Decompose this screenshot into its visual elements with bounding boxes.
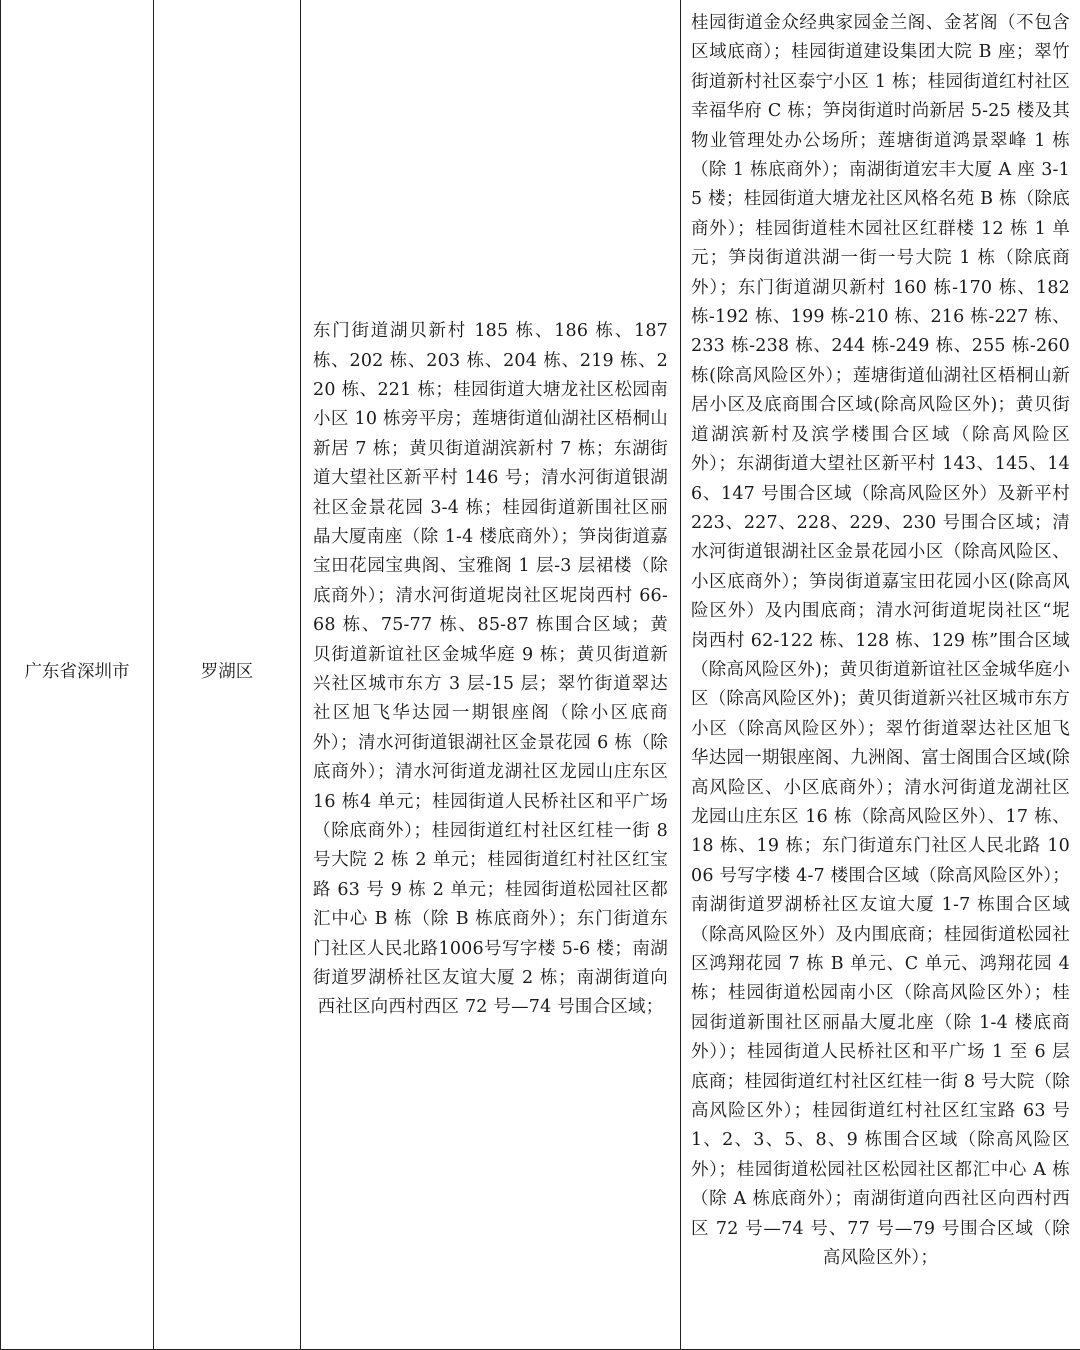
city-cell — [1, 0, 154, 1350]
district-label: 罗湖区 — [201, 662, 254, 682]
table-row — [1, 0, 1080, 1350]
low-risk-areas-text: 桂园街道金众经典家园金兰阁、金茗阁（不包含区域底商）；桂园街道建设集团大院 B 座；翠竹街道新村社区泰宁小区 1 栋；桂园街道红村社区幸福华府 C 栋；笋岗街道时尚新居 5-25 楼及其物业管理处办公场所；莲塘街道鸿景翠峰 1 栋（除 1 栋底商外）；南湖街道宏丰大厦 A 座 3-15 楼；桂园街道大塘龙社区风格名苑 B 栋（除底商外）；桂园街道桂木园社区红群楼 12 栋 1 单元；笋岗街道洪湖一街一号大院 1 栋（除底商外）；东门街道湖贝新村 160 栋-170 栋、182 栋-192 栋、199 栋-210 栋、216 栋-227 栋、233 栋-238 栋、244 栋-249 栋、255 栋-260 栋(除高风险区外）；莲塘街道仙湖社区梧桐山新居小区及底商围合区域(除高风险区外)；黄贝街道湖滨新村及滨学楼围合区域（除高风险区外）；东湖街道大望社区新平村 143、145、146、147 号围合区域（除高风险区外）及新平村 223、227、228、229、230 号围合区域；清水河街道银湖社区金景花园小区（除高风险区、小区底商外）；笋岗街道嘉宝田花园小区(除高风险区外）及内围底商；清水河街道坭岗社区“坭岗西村 62-122 栋、128 栋、129 栋”围合区域（除高风险区外)；黄贝街道新谊社区金城华庭小区（除高风险区外)；黄贝街道新兴社区城市东方小区（除高风险区外）；翠竹街道翠达社区旭飞华达园一期银座阁、九洲阁、富士阁围合区域(除高风险区、小区底商外）；清水河街道龙湖社区龙园山庄东区 16 栋（除高风险区外）、17 栋、18 栋、19 栋；东门街道东门社区人民北路 1006 号写字楼 4-7 楼围合区域（除高风险区外）；南湖街道罗湖桥社区友谊大厦 1-7 栋围合区域（除高风险区外）及内围底商；桂园街道松园社区鸿翔花园 7 栋 B 单元、C 单元、鸿翔花园 4 栋；桂园街道松园南小区（除高风险区外）；桂园街道新围社区丽晶大厦北座（除 1-4 楼底商外））；桂园街道人民桥社区和平广场 1 至 6 层底商；桂园街道红村社区红桂一街 8 号大院（除高风险区外）；桂园街道红村社区红宝路 63 号 1、2、3、5、8、9 栋围合区域（除高风险区外）；桂园街道松园社区松园社区都汇中心 A 栋（除 A 栋底商外）；南湖街道向西社区向西村西区 72 号—74 号、77 号—79 号围合区域（除高风险区外）； — [681, 9, 1080, 1273]
city-label: 广东省深圳市 — [25, 662, 130, 682]
low-risk-cell — [681, 0, 1080, 1350]
district-cell — [154, 0, 301, 1350]
medium-risk-cell — [301, 0, 681, 1350]
medium-risk-areas-text: 东门街道湖贝新村 185 栋、186 栋、187 栋、202 栋、203 栋、204 栋、219 栋、220 栋、221 栋；桂园街道大塘龙社区松园南小区 10 栋旁平房；莲塘街道仙湖社区梧桐山新居 7 栋；黄贝街道湖滨新村 7 栋；东湖街道大望社区新平村 146 号；清水河街道银湖社区金景花园 3-4 栋；桂园街道新围社区丽晶大厦南座（除 1-4 楼底商外）；笋岗街道嘉宝田花园宝典阁、宝雅阁 1 层-3 层裙楼（除底商外）；清水河街道坭岗社区坭岗西村 66-68 栋、75-77 栋、85-87 栋围合区域；黄贝街道新谊社区金城华庭 9 栋；黄贝街道新兴社区城市东方 3 层-15 层；翠竹街道翠达社区旭飞华达园一期银座阁（除小区底商外）；清水河街道银湖社区金景花园 6 栋（除底商外）；清水河街道龙湖社区龙园山庄东区 16 栋4 单元；桂园街道人民桥社区和平广场（除底商外）；桂园街道红村社区红桂一街 8 号大院 2 栋 2 单元；桂园街道红村社区红宝路 63 号 9 栋 2 单元；桂园街道松园社区都汇中心 B 栋（除 B 栋底商外）；东门街道东门社区人民北路1006号写字楼 5-6 楼；南湖街道罗湖桥社区友谊大厦 2 栋；南湖街道向西社区向西村西区 72 号—74 号围合区域； — [301, 317, 680, 1023]
